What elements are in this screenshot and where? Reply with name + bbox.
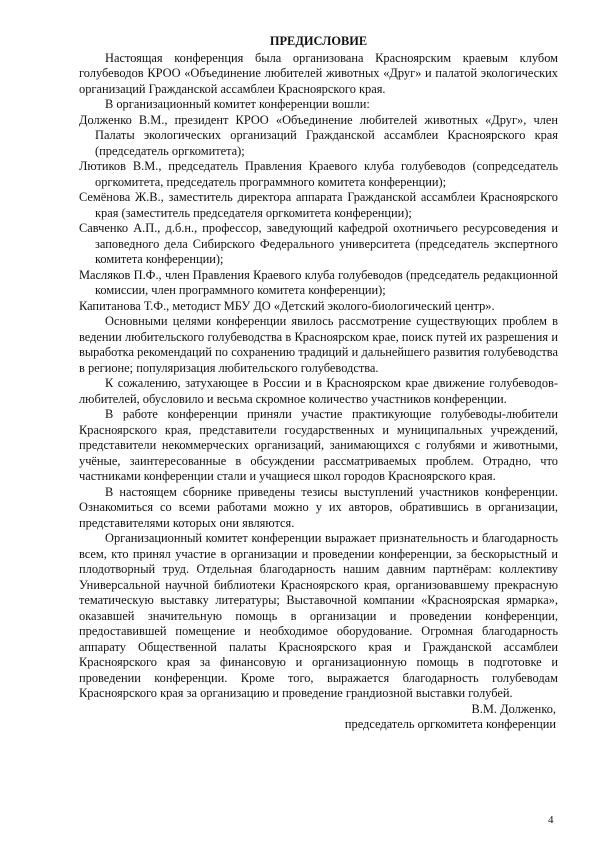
committee-member: Савченко А.П., д.б.н., профессор, заведующий кафедрой охотничьего ресурсоведения и заповедного дела Сибирского Федерального университета (председатель экспертного комитета конференции); xyxy=(79,221,558,266)
signature-role: председатель оргкомитета конференции xyxy=(344,717,556,731)
document-page xyxy=(79,34,558,733)
committee-member: Долженко В.М., президент КРОО «Объединение любителей животных «Друг», член Палаты экологических организаций Гражданской ассамблеи Красноярского края (председатель оргкомитета); xyxy=(79,112,558,158)
committee-heading: В организационный комитет конференции вошли: xyxy=(105,97,370,111)
committee-member: Капитанова Т.Ф., методист МБУ ДО «Детский эколого-биологический центр». xyxy=(79,298,495,313)
page-number: 4 xyxy=(548,814,554,826)
decline-paragraph: К сожалению, затухающее в России и в Красноярском крае движение голубеводов-любителей, обусловило и весьма скромное количество участников конференции. xyxy=(79,376,558,406)
collection-paragraph: В настоящем сборнике приведены тезисы выступлений участников конференции. Ознакомиться со всеми работами можно у их авторов, обратившись в организации, представителями которых они являются. xyxy=(79,484,558,530)
committee-member: Масляков П.Ф., член Правления Краевого клуба голубеводов (председатель редакционной комиссии, член программного комитета конференции); xyxy=(79,267,558,297)
intro-paragraph: Настоящая конференция была организована Красноярским краевым клубом голубеводов КРОО «Объединение любителей животных «Друг» и палатой экологических организаций Гражданской ассамблеи Красноярского края. xyxy=(79,50,558,96)
goals-paragraph: Основными целями конференции явилось рассмотрение существующих проблем в ведении любительского голубеводства в Красноярском крае, поиск путей их разрешения и выработка рекомендаций по сохранению традиций и дальнейшего развития голубеводства в регионе; популяризация любительского голубеводства. xyxy=(79,314,558,375)
participants-paragraph: В работе конференции приняли участие практикующие голубеводы-любители Красноярского края, представители государственных и муниципальных учреждений, представители некоммерческих организаций, занимающихся с голубями и животными, учёные, заинтересованные в обсуждении рассматриваемых проблем. Отрадно, что частниками конференции стали и учащиеся школ городов Красноярского края. xyxy=(79,407,558,483)
page-title: ПРЕДИСЛОВИЕ xyxy=(269,34,368,48)
committee-member: Семёнова Ж.В., заместитель директора аппарата Гражданской ассамблеи Красноярского края (заместитель председателя оргкомитета конференции); xyxy=(79,190,558,220)
committee-member: Лютиков В.М., председатель Правления Краевого клуба голубеводов (сопредседатель оргкомитета, председатель программного комитета конференции); xyxy=(79,159,558,189)
committee-member-list xyxy=(79,113,558,315)
gratitude-paragraph: Организационный комитет конференции выражает признательность и благодарность всем, кто принял участие в организации и проведении конференции, за бескорыстный и плодотворный труд. Отдельная благодарность нашим давним партнёрам: коллективу Универсальной научной библиотеки Красноярского края, организовавшему прекрасную тематическую выставку литературы; Выставочной компании «Красноярская ярмарка», оказавшей значительную помощь в организации и проведении конференции, предоставившей помещение и необходимое оборудование. Огромная благодарность аппарату Общественной палаты Красноярского края и Гражданской ассамблеи Красноярского края за финансовую и организационную помощь в подготовке и проведении конференции. Кроме того, выражается благодарность голубеводам Красноярского края за организацию и проведение грандиозной выставки голубей. xyxy=(79,531,558,700)
signature-name: В.М. Долженко, xyxy=(471,701,556,716)
